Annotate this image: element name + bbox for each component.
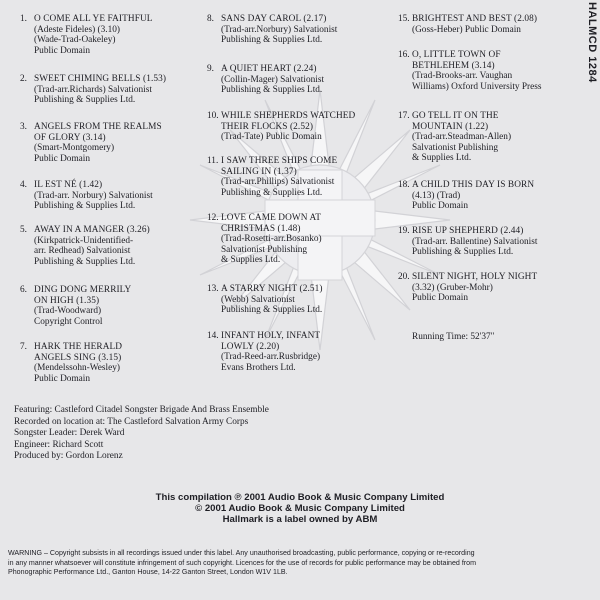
credit-line: Recorded on location at: The Castleford Salvation Army Corps [14, 416, 249, 427]
track-item: 16. O, LITTLE TOWN OF BETHLEHEM (3.14) (Trad-Brooks-arr. Vaughan Williams) Oxford University Press [398, 50, 542, 92]
track-item: 5. AWAY IN A MANGER (3.26) (Kirkpatrick-Unidentified- arr. Redhead) Salvationist Publishing & Supplies Ltd. [20, 225, 150, 267]
track-item: 19. RISE UP SHEPHERD (2.44) (Trad-arr. Ballentine) Salvationist Publishing & Supplies Ltd. [398, 226, 538, 258]
track-item: 11. I SAW THREE SHIPS COME SAILING IN (1.37) (Trad-arr.Phillips) Salvationist Publishing & Supplies Ltd. [207, 156, 338, 198]
track-item: 14. INFANT HOLY, INFANT LOWLY (2.20) (Trad-Reed-arr.Rusbridge) Evans Brothers Ltd. [207, 331, 321, 373]
track-item: 1. O COME ALL YE FAITHFUL (Adeste Fideles) (3.10) (Wade-Trad-Oakeley) Public Domain [20, 14, 153, 56]
track-item: 20. SILENT NIGHT, HOLY NIGHT (3.32) (Gruber-Mohr) Public Domain [398, 272, 538, 304]
credit-line: Produced by: Gordon Lorenz [14, 451, 123, 462]
track-item: 12. LOVE CAME DOWN AT CHRISTMAS (1.48) (Trad-Rosetti-arr.Bosanko) Salvationist Publishing & Supplies Ltd. [207, 213, 322, 266]
copyright-line: This compilation ℗ 2001 Audio Book & Music Company Limited [155, 492, 445, 503]
track-item: 13. A STARRY NIGHT (2.51) (Webb) Salvationist Publishing & Supplies Ltd. [207, 284, 323, 316]
copyright-line: Hallmark is a label owned by ABM [222, 514, 378, 526]
track-item: 17. GO TELL IT ON THE MOUNTAIN (1.22) (Trad-arr.Steadman-Allen) Salvationist Publishing & Supplies Ltd. [398, 111, 512, 164]
credit-line: Songster Leader: Derek Ward [14, 428, 125, 439]
track-item: 9. A QUIET HEART (2.24) (Collin-Mager) Salvationist Publishing & Supplies Ltd. [207, 64, 325, 96]
track-item: 7. HARK THE HERALD ANGELS SING (3.15) (Mendelssohn-Wesley) Public Domain [20, 342, 123, 384]
warning-line: WARNING – Copyright subsists in all recordings issued under this label. Any unauthorised broadcasting, public performance, copying or re-recording [8, 549, 475, 557]
running-time: Running Time: 52'37" [412, 332, 495, 342]
track-item: 6. DING DONG MERRILY ON HIGH (1.35) (Trad-Woodward) Copyright Control [20, 285, 132, 327]
copyright-line: © 2001 Audio Book & Music Company Limited [195, 503, 405, 515]
track-item: 3. ANGELS FROM THE REALMS OF GLORY (3.14) (Smart-Montgomery) Public Domain [20, 122, 162, 164]
copyright-block [100, 492, 500, 526]
track-item: 2. SWEET CHIMING BELLS (1.53) (Trad-arr.Richards) Salvationist Publishing & Supplies Ltd. [20, 74, 167, 106]
warning-notice [8, 549, 592, 578]
credit-line: Engineer: Richard Scott [14, 439, 104, 450]
catalog-number: HALMCD 1284 [586, 2, 598, 83]
credits-block [14, 405, 434, 463]
warning-line: in any manner whatsoever will constitute infringement of such copyright. Licences for the use of records for public performance may be obtained from [8, 558, 477, 567]
credit-line: Featuring: Castleford Citadel Songster Brigade And Brass Ensemble [14, 405, 269, 415]
track-item: 10. WHILE SHEPHERDS WATCHED THEIR FLOCKS (2.52) (Trad-Tate) Public Domain [207, 111, 356, 143]
track-item: 4. IL EST NÉ (1.42) (Trad-arr. Norbury) Salvationist Publishing & Supplies Ltd. [20, 180, 153, 212]
track-item: 15. BRIGHTEST AND BEST (2.08) (Goss-Heber) Public Domain [398, 14, 538, 35]
warning-line: Phonographic Performance Ltd., Ganton House, 14-22 Ganton Street, London W1V 1LB. [8, 568, 288, 577]
track-item: 8. SANS DAY CAROL (2.17) (Trad-arr.Norbury) Salvationist Publishing & Supplies Ltd. [207, 14, 338, 46]
track-item: 18. A CHILD THIS DAY IS BORN (4.13) (Trad) Public Domain [398, 180, 535, 212]
